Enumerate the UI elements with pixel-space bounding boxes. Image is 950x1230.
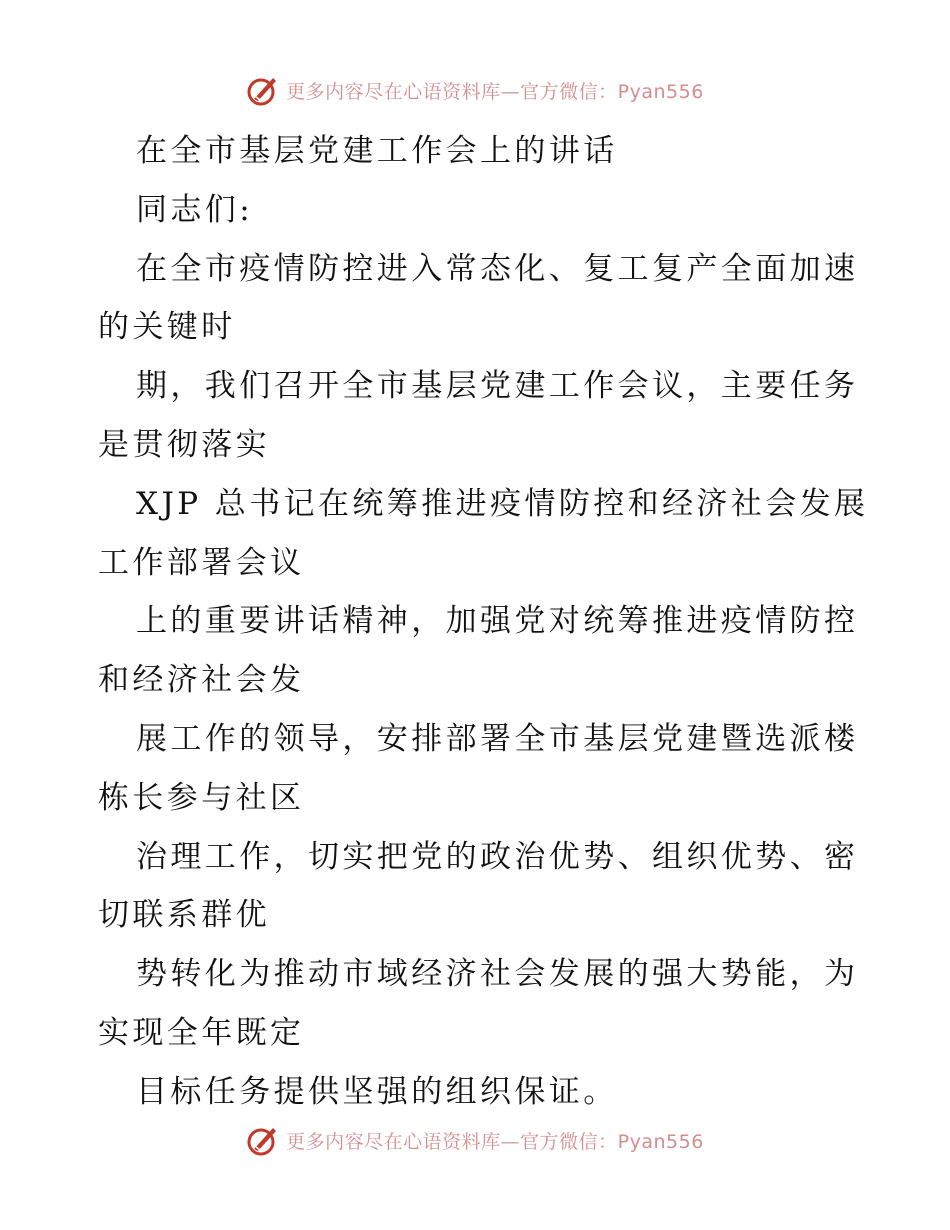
body-line: XJP 总书记在统筹推进疫情防控和经济社会发展 bbox=[136, 485, 869, 522]
watermark-site-text: 更多内容尽在心语资料库 bbox=[286, 1130, 501, 1153]
body-line: 期，我们召开全市基层党建工作会议，主要任务 bbox=[136, 368, 859, 405]
watermark-separator: — bbox=[500, 1130, 521, 1153]
document-salutation: 同志们: bbox=[136, 191, 254, 228]
watermark-separator: — bbox=[500, 80, 521, 103]
body-line: 的关键时 bbox=[98, 309, 236, 346]
body-line: 治理工作，切实把党的政治优势、组织优势、密 bbox=[136, 838, 859, 875]
watermark-footer bbox=[0, 1120, 950, 1160]
body-line: 目标任务提供坚强的组织保证。 bbox=[136, 1073, 618, 1110]
quill-pen-circle-icon bbox=[246, 73, 280, 107]
body-line: 实现全年既定 bbox=[98, 1014, 305, 1051]
watermark-site-text: 更多内容尽在心语资料库 bbox=[286, 80, 501, 103]
body-line: 工作部署会议 bbox=[98, 544, 305, 581]
body-line: 栋长参与社区 bbox=[98, 779, 305, 816]
body-line: 切联系群优 bbox=[98, 897, 270, 934]
quill-pen-circle-icon bbox=[246, 1123, 280, 1157]
document-title: 在全市基层党建工作会上的讲话 bbox=[136, 133, 618, 169]
body-line: 和经济社会发 bbox=[98, 662, 305, 699]
watermark-contact-text: 官方微信：Pyan556 bbox=[520, 1130, 704, 1153]
body-line: 展工作的领导，安排部署全市基层党建暨选派楼 bbox=[136, 720, 859, 757]
document-body bbox=[98, 122, 869, 1122]
body-line: 是贯彻落实 bbox=[98, 426, 270, 463]
body-line: 势转化为推动市域经济社会发展的强大势能，为 bbox=[136, 956, 859, 993]
body-line: 上的重要讲话精神，加强党对统筹推进疫情防控 bbox=[136, 603, 859, 640]
watermark-text bbox=[286, 77, 704, 104]
watermark-text bbox=[286, 1127, 704, 1154]
watermark-header bbox=[0, 70, 950, 110]
body-line: 在全市疫情防控进入常态化、复工复产全面加速 bbox=[136, 250, 859, 287]
watermark-contact-text: 官方微信：Pyan556 bbox=[520, 80, 704, 103]
